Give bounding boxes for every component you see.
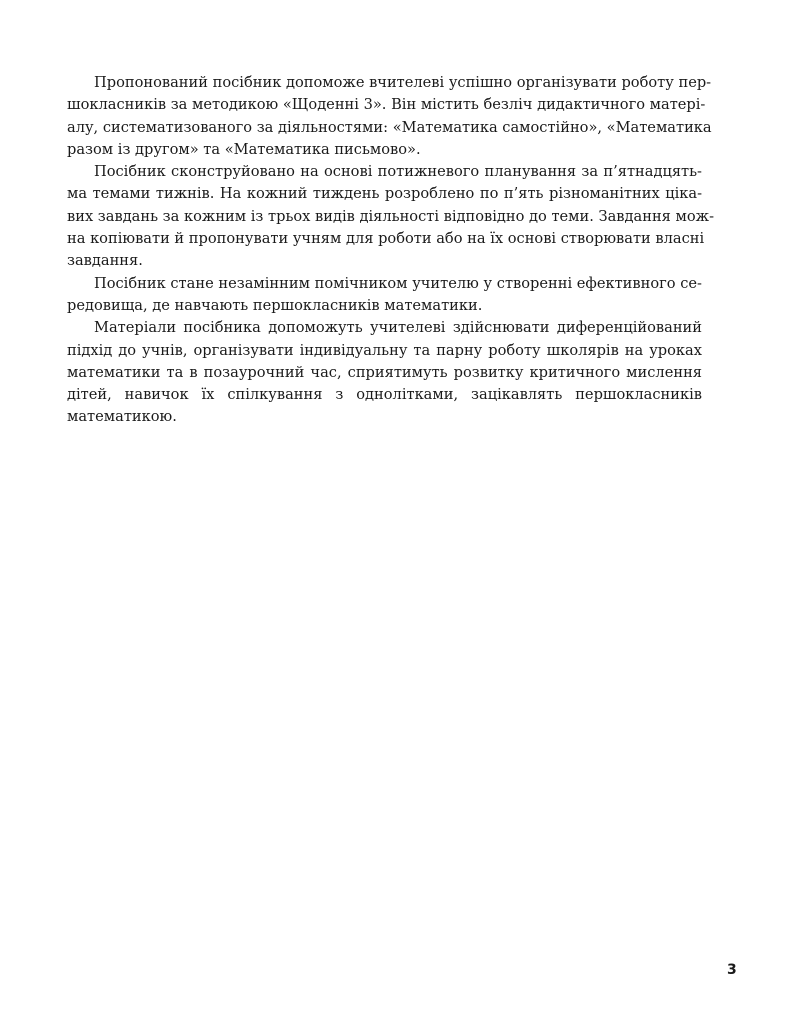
text-line: вих завдань за кожним із трьох видів діяльності відповідно до теми. Завдання мож-: [67, 207, 715, 225]
text-line: завдання.: [67, 252, 143, 270]
body-text: [67, 72, 715, 429]
text-line: математикою.: [67, 408, 177, 426]
text-line: Посібник стане незамінним помічником учителю у створенні ефективного се-: [94, 274, 702, 292]
paragraph-2: [67, 161, 715, 272]
text-line: на копіювати й пропонувати учням для роботи або на їх основі створювати власні: [67, 230, 705, 248]
text-line: Пропонований посібник допоможе вчителеві успішно організувати роботу пер-: [94, 74, 712, 91]
text-line: ма темами тижнів. На кожний тиждень розроблено по п’ять різноманітних ціка-: [67, 185, 702, 203]
paragraph-4: [67, 317, 702, 428]
text-line: шокласників за методикою «Щоденні 3». Він містить безліч дидактичного матері-: [67, 96, 706, 114]
paragraph-3: [67, 273, 702, 318]
text-line: разом із другом» та «Математика письмово».: [67, 140, 421, 158]
text-line: алу, систематизованого за діяльностями: «Математика самостійно», «Математика: [67, 118, 712, 136]
text-line: Матеріали посібника допоможуть учителеві здійснювати диференційований: [94, 319, 702, 337]
paragraph-1: [67, 72, 712, 161]
page-number: 3: [727, 962, 737, 978]
text-line: редовища, де навчають першокласників математики.: [67, 296, 483, 314]
text-line: дітей, навичок їх спілкування з однолітками, зацікавлять першокласників: [67, 386, 702, 404]
text-line: математики та в позаурочний час, сприятимуть розвитку критичного мислення: [67, 363, 702, 381]
text-line: Посібник сконструйовано на основі потижневого планування за п’ятнадцять-: [94, 163, 702, 181]
text-line: підхід до учнів, організувати індивідуальну та парну роботу школярів на уроках: [67, 341, 702, 359]
